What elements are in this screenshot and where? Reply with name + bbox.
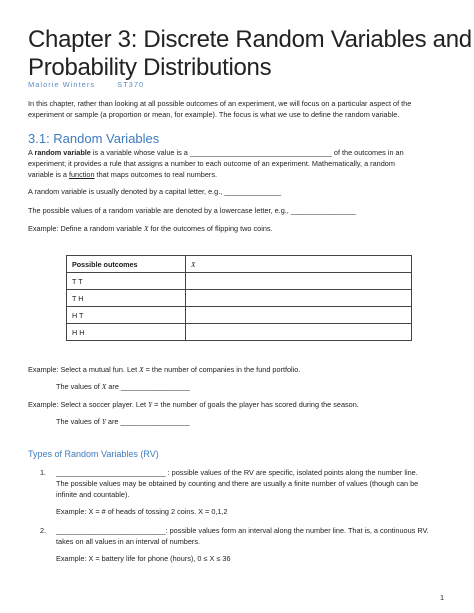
header-x xyxy=(186,256,412,273)
example-text-a: : Define a random variable xyxy=(56,224,144,233)
page-number: 1 xyxy=(440,593,445,602)
outcome-cell: T H xyxy=(67,290,186,307)
item-1-line-1: ___________________________ : possible values of the RV are specific, isolated points along the number line. xyxy=(56,468,418,477)
soccer-values-a: The values of xyxy=(56,417,102,426)
item-2-line-1: ___________________________: possible values form an interval along the number line. That is, a continuous RV. xyxy=(56,526,429,535)
soccer-values-variable: Y xyxy=(101,417,106,426)
item-1-line-2: The possible values may be obtained by counting and there are usually a finite number of values (though can be xyxy=(56,479,419,488)
item-2-example: Example: X = battery life for phone (hours), 0 ≤ X ≤ 36 xyxy=(56,554,231,563)
definition-line-2: experiment; it provides a rule that assigns a number to each outcome of an experiment. Mathematically, a random xyxy=(28,159,395,168)
fund-values-a: The values of xyxy=(56,382,102,391)
outcome-cell: H T xyxy=(67,307,186,324)
x-value-cell xyxy=(186,290,412,307)
outcome-cell: T T xyxy=(67,273,186,290)
outcome-cell: H H xyxy=(67,324,186,341)
table-row xyxy=(67,290,412,307)
variable-x: X xyxy=(144,224,149,233)
example-label: Example xyxy=(28,224,57,233)
soccer-values-b: are _________________ xyxy=(105,417,190,426)
definition-line-3-b: that maps outcomes to real numbers. xyxy=(94,170,218,179)
intro-line-1: In this chapter, rather than looking at all possible outcomes of an experiment, we will focus on a particular aspect of the xyxy=(28,99,412,108)
types-heading: Types of Random Variables (RV) xyxy=(28,449,159,459)
author-line xyxy=(28,80,144,89)
table-header-row xyxy=(67,256,412,273)
fund-values-variable: X xyxy=(101,382,107,391)
table-row xyxy=(67,273,412,290)
item-2-line-2: takes on all values in an interval of numbers. xyxy=(56,537,200,546)
fund-variable: X xyxy=(139,365,144,374)
definition-term: random variable xyxy=(34,148,91,157)
soccer-values-line xyxy=(56,416,190,427)
course-code: ST370 xyxy=(117,80,145,89)
table-row xyxy=(67,307,412,324)
capital-letter-line: A random variable is usually denoted by a capital letter, e.g., ______________ xyxy=(28,187,282,196)
definition-line-3-a: variable is a xyxy=(28,170,69,179)
function-word: function xyxy=(68,170,95,179)
x-value-cell xyxy=(186,307,412,324)
soccer-variable: Y xyxy=(148,400,153,409)
definition-line-1 xyxy=(28,147,404,158)
definition-rest: is a variable whose value is a ___________________________________ of the outcomes in an xyxy=(90,148,404,157)
section-heading: 3.1: Random Variables xyxy=(28,131,160,146)
coin-example-line xyxy=(28,223,273,234)
definition-line-3 xyxy=(28,169,217,180)
item-1-number: 1. xyxy=(40,468,47,477)
chapter-title-line-1: Chapter 3: Discrete Random Variables and xyxy=(28,26,472,53)
chapter-title-line-2: Probability Distributions xyxy=(28,54,272,81)
fund-text-b: = the number of companies in the fund portfolio. xyxy=(143,365,301,374)
fund-text-a: Example: Select a mutual fun. Let xyxy=(28,365,140,374)
soccer-text-a: Example: Select a soccer player. Let xyxy=(28,400,149,409)
header-possible-outcomes xyxy=(67,256,186,273)
item-1-example: Example: X = # of heads of tossing 2 coins. X = 0,1,2 xyxy=(56,507,228,516)
lowercase-letter-line: The possible values of a random variable are denoted by a lowercase letter, e.g., ________________ xyxy=(28,206,356,215)
mutual-fund-example xyxy=(28,364,300,375)
outcomes-table xyxy=(66,255,412,341)
fund-values-line xyxy=(56,381,190,392)
soccer-text-b: = the number of goals the player has scored during the season. xyxy=(152,400,359,409)
item-1-line-3: infinite and countable). xyxy=(56,490,130,499)
table-row xyxy=(67,324,412,341)
intro-line-2: experiment or sample (a proportion or mean, for example). The focus is what we use to define the random variable. xyxy=(28,110,400,119)
soccer-example xyxy=(28,399,359,410)
header-x-text: X xyxy=(191,260,196,269)
example-text-b: for the outcomes of flipping two coins. xyxy=(148,224,273,233)
x-value-cell xyxy=(186,273,412,290)
x-value-cell xyxy=(186,324,412,341)
header-outcomes-text: Possible outcomes xyxy=(72,259,138,269)
author-name: Malorie Winters xyxy=(28,80,96,89)
item-2-number: 2. xyxy=(40,526,47,535)
fund-values-b: are _________________ xyxy=(106,382,190,391)
definition-lead: A xyxy=(28,148,35,157)
